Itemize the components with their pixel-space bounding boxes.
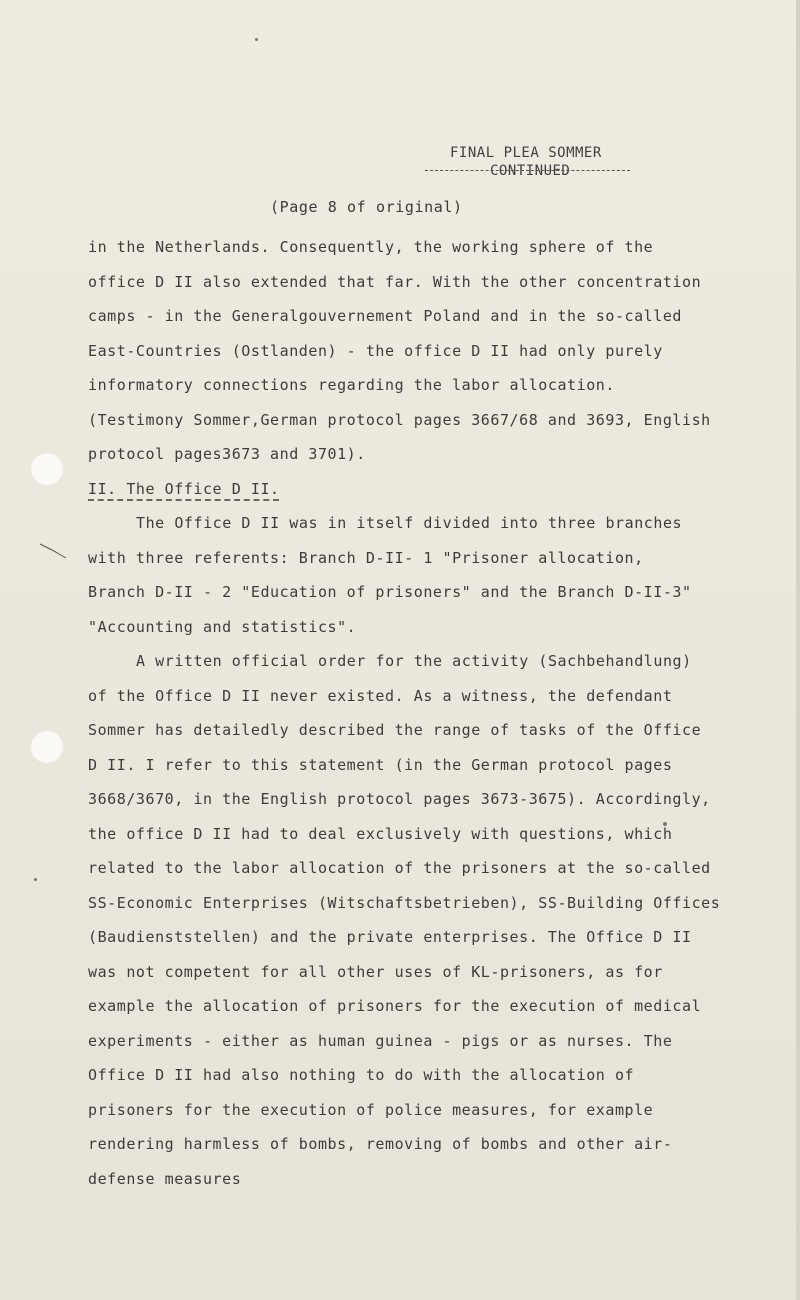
page-edge-shadow xyxy=(796,0,800,1300)
text-line: protocol pages3673 and 3701). xyxy=(88,445,366,463)
header-dashed-rule xyxy=(425,170,630,171)
text-line: with three referents: Branch D-II- 1 "Prisoner allocation, xyxy=(88,548,644,567)
text-line: in the Netherlands. Consequently, the working sphere of the xyxy=(88,238,654,256)
stray-pencil-mark xyxy=(38,540,88,570)
paper-speck xyxy=(255,38,258,41)
document-header xyxy=(450,144,640,180)
text-line: Branch D-II - 2 "Education of prisoners" and the Branch D-II-3" xyxy=(88,583,692,601)
text-line: was not competent for all other uses of KL-prisoners, as for xyxy=(88,962,663,981)
text-line: D II. I refer to this statement (in the German protocol pages xyxy=(88,755,673,774)
page-reference: (Page 8 of original) xyxy=(270,198,463,216)
text-line: of the Office D II never existed. As a witness, the defendant xyxy=(88,686,673,705)
text-line: the office D II had to deal exclusively with questions, which xyxy=(88,824,673,843)
text-line: rendering harmless of bombs, removing of bombs and other air- xyxy=(88,1135,673,1153)
text-line: Office D II had also nothing to do with the allocation of xyxy=(88,1066,635,1084)
text-line: office D II also extended that far. With the other concentration xyxy=(88,272,702,291)
text-line: The Office D II was in itself divided into three branches xyxy=(136,514,683,532)
continued-label: CONTINUED xyxy=(490,163,571,179)
text-line: East-Countries (Ostlanden) - the office D II had only purely xyxy=(88,341,663,360)
text-line: prisoners for the execution of police measures, for example xyxy=(88,1100,654,1119)
text-line: defense measures xyxy=(88,1169,242,1188)
text-line: related to the labor allocation of the prisoners at the so-called xyxy=(88,859,711,877)
paper-speck xyxy=(34,878,37,881)
text-line: experiments - either as human guinea - pigs or as nurses. The xyxy=(88,1031,673,1050)
text-line: "Accounting and statistics". xyxy=(88,617,357,636)
document-title: FINAL PLEA SOMMER xyxy=(450,145,602,161)
text-line: camps - in the Generalgouvernement Poland and in the so-called xyxy=(88,307,683,325)
punch-hole-top xyxy=(30,452,64,486)
document-body xyxy=(88,230,768,1196)
text-line: (Baudienststellen) and the private enterprises. The Office D II xyxy=(88,928,692,946)
text-line: Sommer has detailedly described the range of tasks of the Office xyxy=(88,721,702,739)
text-line: 3668/3670, in the English protocol pages 3673-3675). Accordingly, xyxy=(88,790,711,808)
text-line: example the allocation of prisoners for the execution of medical xyxy=(88,997,702,1015)
text-line: (Testimony Sommer,German protocol pages 3667/68 and 3693, English xyxy=(88,410,711,429)
text-line: informatory connections regarding the labor allocation. xyxy=(88,376,615,394)
punch-hole-bottom xyxy=(30,730,64,764)
section-heading: II. The Office D II. xyxy=(88,479,280,498)
text-line: A written official order for the activity (Sachbehandlung) xyxy=(136,652,692,670)
text-line: SS-Economic Enterprises (Witschaftsbetrieben), SS-Building Offices xyxy=(88,893,721,912)
